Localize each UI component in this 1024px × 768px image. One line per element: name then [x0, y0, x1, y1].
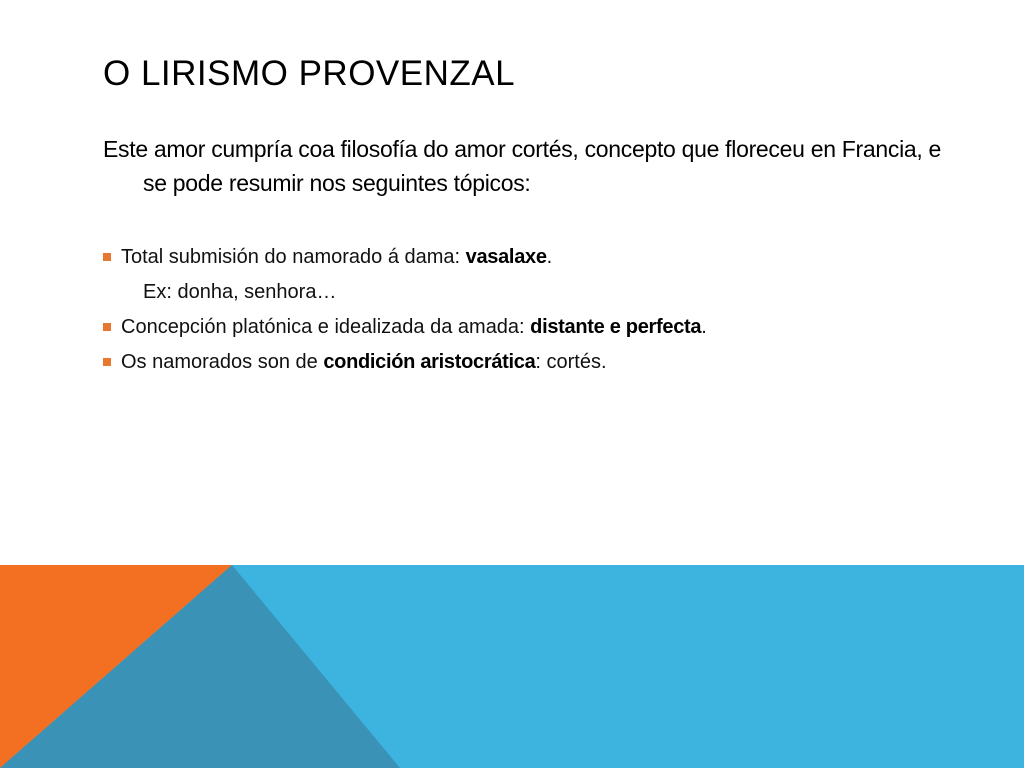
slide-title: O LIRISMO PROVENZAL [103, 54, 516, 93]
bullet-suffix: . [701, 316, 707, 338]
intro-paragraph: Este amor cumpría coa filosofía do amor cortés, concepto que floreceu en Francia, e se pode resumir nos seguintes tópicos: [103, 136, 942, 196]
bullet-emphasis: vasalaxe [465, 246, 547, 268]
list-item [103, 240, 923, 275]
decorative-band [0, 565, 1024, 768]
example-text: Ex: donha, senhora… [143, 281, 337, 303]
square-bullet-icon [103, 253, 111, 261]
bullet-text: Os namorados son de [121, 351, 324, 373]
bullet-emphasis: distante e perfecta [530, 316, 702, 338]
list-sub-item [103, 275, 923, 310]
bullet-list [103, 240, 923, 380]
bullet-suffix: : cortés. [535, 351, 607, 373]
bullet-text: Concepción platónica e idealizada da amada: [121, 316, 531, 338]
bullet-suffix: . [546, 246, 553, 268]
square-bullet-icon [103, 323, 111, 331]
square-bullet-icon [103, 358, 111, 366]
bullet-emphasis: condición aristocrática [323, 351, 536, 373]
bullet-text: Total submisión do namorado á dama: [121, 246, 466, 268]
list-item [103, 310, 923, 345]
list-item [103, 345, 923, 380]
